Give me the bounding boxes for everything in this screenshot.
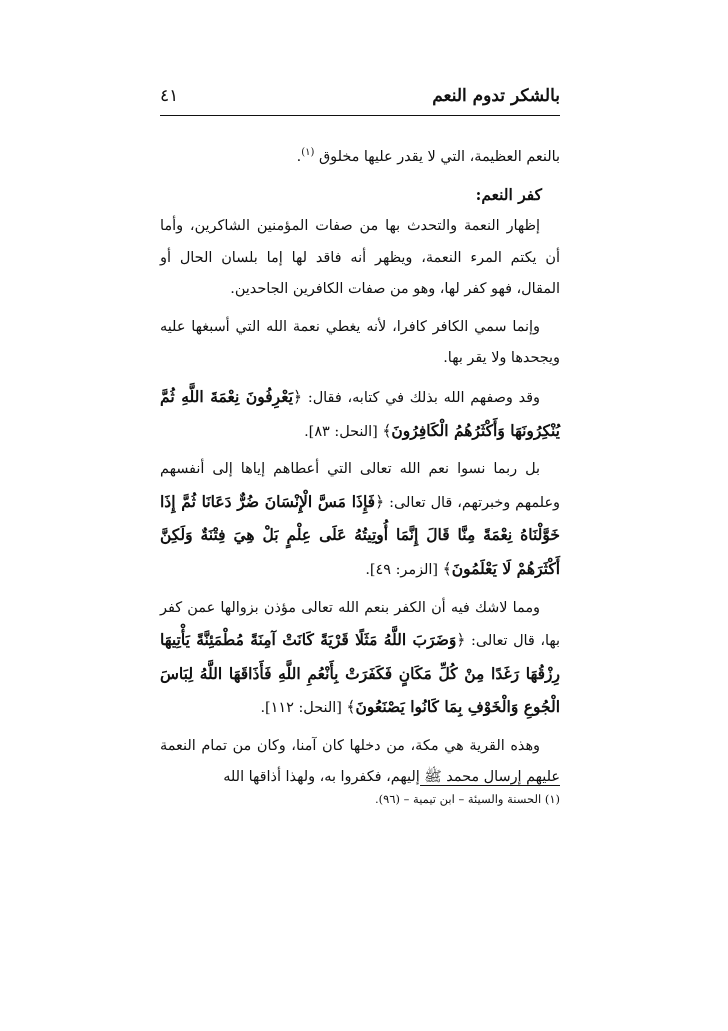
running-title: بالشكر تدوم النعم <box>432 86 560 106</box>
paragraph-4 <box>160 381 560 448</box>
section-heading: كفر النعم: <box>475 185 542 205</box>
verse-open-bracket: ﴿ <box>293 387 303 406</box>
verse-reference: [النحل: ٨٣]. <box>304 423 383 440</box>
footnote-reference: (١) <box>301 147 315 158</box>
paragraph-1-text: بالنعم العظيمة، التي لا يقدر عليها مخلوق <box>318 148 560 165</box>
paragraph-7: وهذه القرية هي مكة، من دخلها كان آمنا، وكان من تمام النعمة عليهم إرسال محمد ﷺ إليهم، فكفروا به، ولهذا أذاقها الله <box>160 737 560 786</box>
paragraph-1-end: . <box>296 148 302 165</box>
paragraph-6 <box>160 593 560 725</box>
verse-text: يَعْرِفُونَ نِعْمَةَ اللَّهِ ثُمَّ يُنْكِرُونَهَا وَأَكْثَرُهُمُ الْكَافِرُونَ <box>160 386 560 440</box>
verse-open-bracket: ﴿ <box>456 631 466 650</box>
paragraph-4-lead: وقد وصفهم الله بذلك في كتابه، فقال: <box>302 389 540 406</box>
page-body <box>160 137 560 800</box>
verse-close-bracket: ﴾ <box>442 559 452 578</box>
paragraph-2: إظهار النعمة والتحدث بها من صفات المؤمنين الشاكرين، وأما أن يكتم المرء النعمة، ويظهر أنه فاقد لها إما بلسان الحال أو المقال، فهو كفر لها، وهو من صفات الكافرين الجاحدين. <box>160 217 560 298</box>
paragraph-5-lead: بل ربما نسوا نعم الله تعالى التي أعطاهم إياها إلى أنفسهم وعلمهم وخبرتهم، قال تعالى: <box>160 461 560 511</box>
verse-reference: [النحل: ١١٢]. <box>260 700 347 717</box>
header-rule <box>160 115 560 116</box>
footnote-rule <box>420 785 560 786</box>
verse-text: وَضَرَبَ اللَّهُ مَثَلًا قَرْيَةً كَانَتْ آمِنَةً مُطْمَئِنَّةً يَأْتِيهَا رِزْقُهَا رَغَدًا مِنْ كُلِّ مَكَانٍ فَكَفَرَتْ بِأَنْعُمِ اللَّهِ فَأَذَاقَهَا اللَّهُ لِبَاسَ الْجُوعِ وَالْخَوْفِ بِمَا كَانُوا يَصْنَعُونَ <box>160 630 560 717</box>
verse-close-bracket: ﴾ <box>346 698 356 717</box>
page-number: ٤١ <box>160 86 179 106</box>
verse-reference: [الزمر: ٤٩]. <box>365 561 443 578</box>
verse-close-bracket: ﴾ <box>382 421 392 440</box>
verse-open-bracket: ﴿ <box>375 492 385 511</box>
paragraph-5 <box>160 454 560 586</box>
paragraph-1 <box>160 137 560 173</box>
paragraph-6-lead: ومما لاشك فيه أن الكفر بنعم الله تعالى مؤذن بزوالها عمن كفر بها، قال تعالى: <box>160 599 561 650</box>
paragraph-3: وإنما سمي الكافر كافرا، لأنه يغطي نعمة الله التي أسبغها عليه ويجحدها ولا يقر بها. <box>160 318 560 367</box>
page-header <box>160 86 560 116</box>
footnote: (١) الحسنة والسيئة – ابن تيمية – (٩٦). <box>374 792 560 806</box>
verse-text: فَإِذَا مَسَّ الْإِنْسَانَ ضُرٌّ دَعَانَا ثُمَّ إِذَا خَوَّلْنَاهُ نِعْمَةً مِنَّا قَالَ إِنَّمَا أُوتِيتُهُ عَلَى عِلْمٍ بَلْ هِيَ فِتْنَةٌ وَلَكِنَّ أَكْثَرَهُمْ لَا يَعْلَمُونَ <box>160 491 560 578</box>
